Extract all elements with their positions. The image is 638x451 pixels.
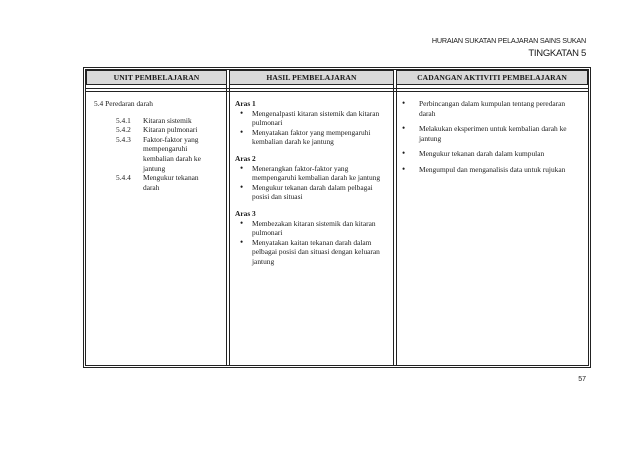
subitem-text: Kitaran sistemik	[143, 115, 192, 125]
outcome-item	[240, 183, 390, 202]
activity-text: Mengumpul dan menganalisis data untuk rujukan	[419, 164, 566, 174]
activity-item	[402, 149, 582, 159]
bullet-icon: •	[402, 98, 406, 108]
bullet-icon: •	[240, 162, 244, 173]
outcome-item	[240, 128, 390, 147]
column-divider	[396, 70, 397, 365]
unit-subitem	[116, 125, 234, 135]
column-divider	[393, 70, 394, 365]
bullet-icon: •	[240, 126, 244, 137]
unit-subitem	[116, 135, 234, 173]
level-heading: Aras 3	[235, 208, 256, 218]
outcome-item	[240, 238, 390, 267]
column-header-activities: CADANGAN AKTIVITI PEMBELAJARAN	[396, 70, 588, 85]
unit-subitem	[116, 173, 234, 192]
subitem-number: 5.4.2	[116, 125, 131, 135]
outcome-item	[240, 164, 390, 183]
subitem-number: 5.4.3	[116, 134, 131, 144]
bullet-icon: •	[240, 236, 244, 247]
unit-title: 5.4 Peredaran darah	[94, 99, 153, 108]
activity-text: Melakukan eksperimen untuk kembalian darah ke jantung	[419, 124, 567, 143]
outcome-text: Mengenalpasti kitaran sistemik dan kitaran pulmonari	[252, 108, 380, 128]
outcome-text: Menyatakan faktor yang mempengaruhi kembalian darah ke jantung	[252, 127, 371, 147]
level-heading: Aras 1	[235, 99, 256, 108]
outcome-text: Menerangkan faktor-faktor yang mempengaruhi kembalian darah ke jantung	[252, 163, 381, 183]
table-header-row	[86, 70, 588, 85]
bullet-icon: •	[402, 163, 406, 174]
activity-item	[402, 99, 582, 118]
document-header-title: HURAIAN SUKATAN PELAJARAN SAINS SUKAN	[431, 36, 586, 45]
subitem-text: Mengukur tekanan darah	[143, 173, 199, 192]
subitem-text: Faktor-faktor yang mempengaruhi kembalian darah ke jantung	[143, 134, 201, 173]
row-divider	[86, 91, 588, 92]
outcome-text: Membezakan kitaran sistemik dan kitaran pulmonari	[252, 218, 376, 238]
subitem-text: Kitaran pulmonari	[143, 125, 198, 135]
column-header-unit: UNIT PEMBELAJARAN	[86, 70, 227, 85]
activity-item	[402, 124, 582, 143]
document-header-form: TINGKATAN 5	[528, 48, 586, 59]
outcome-text: Menyatakan kaitan tekanan darah dalam pelbagai posisi dan situasi dengan keluaran jantung	[252, 237, 380, 266]
subitem-number: 5.4.4	[116, 173, 131, 183]
activities-cell	[402, 99, 582, 181]
bullet-icon: •	[402, 148, 406, 159]
page-number: 57	[578, 376, 586, 383]
unit-cell	[94, 99, 234, 192]
outcomes-cell	[235, 99, 390, 267]
level-heading: Aras 2	[235, 153, 256, 163]
column-header-outcomes: HASIL PEMBELAJARAN	[229, 70, 394, 85]
outcome-item	[240, 109, 390, 128]
bullet-icon: •	[402, 123, 406, 134]
outcome-text: Mengukur tekanan darah dalam pelbagai posisi dan situasi	[252, 182, 373, 202]
outcome-item	[240, 219, 390, 238]
bullet-icon: •	[240, 217, 244, 228]
activity-text: Mengukur tekanan darah dalam kumpulan	[419, 149, 545, 159]
activity-item	[402, 165, 582, 175]
bullet-icon: •	[240, 181, 244, 192]
bullet-icon: •	[240, 107, 244, 118]
subitem-number: 5.4.1	[116, 115, 131, 125]
unit-subitem	[116, 116, 234, 126]
row-divider	[86, 88, 588, 89]
activity-text: Perbincangan dalam kumpulan tentang peredaran darah	[419, 99, 566, 118]
syllabus-table	[85, 69, 589, 366]
